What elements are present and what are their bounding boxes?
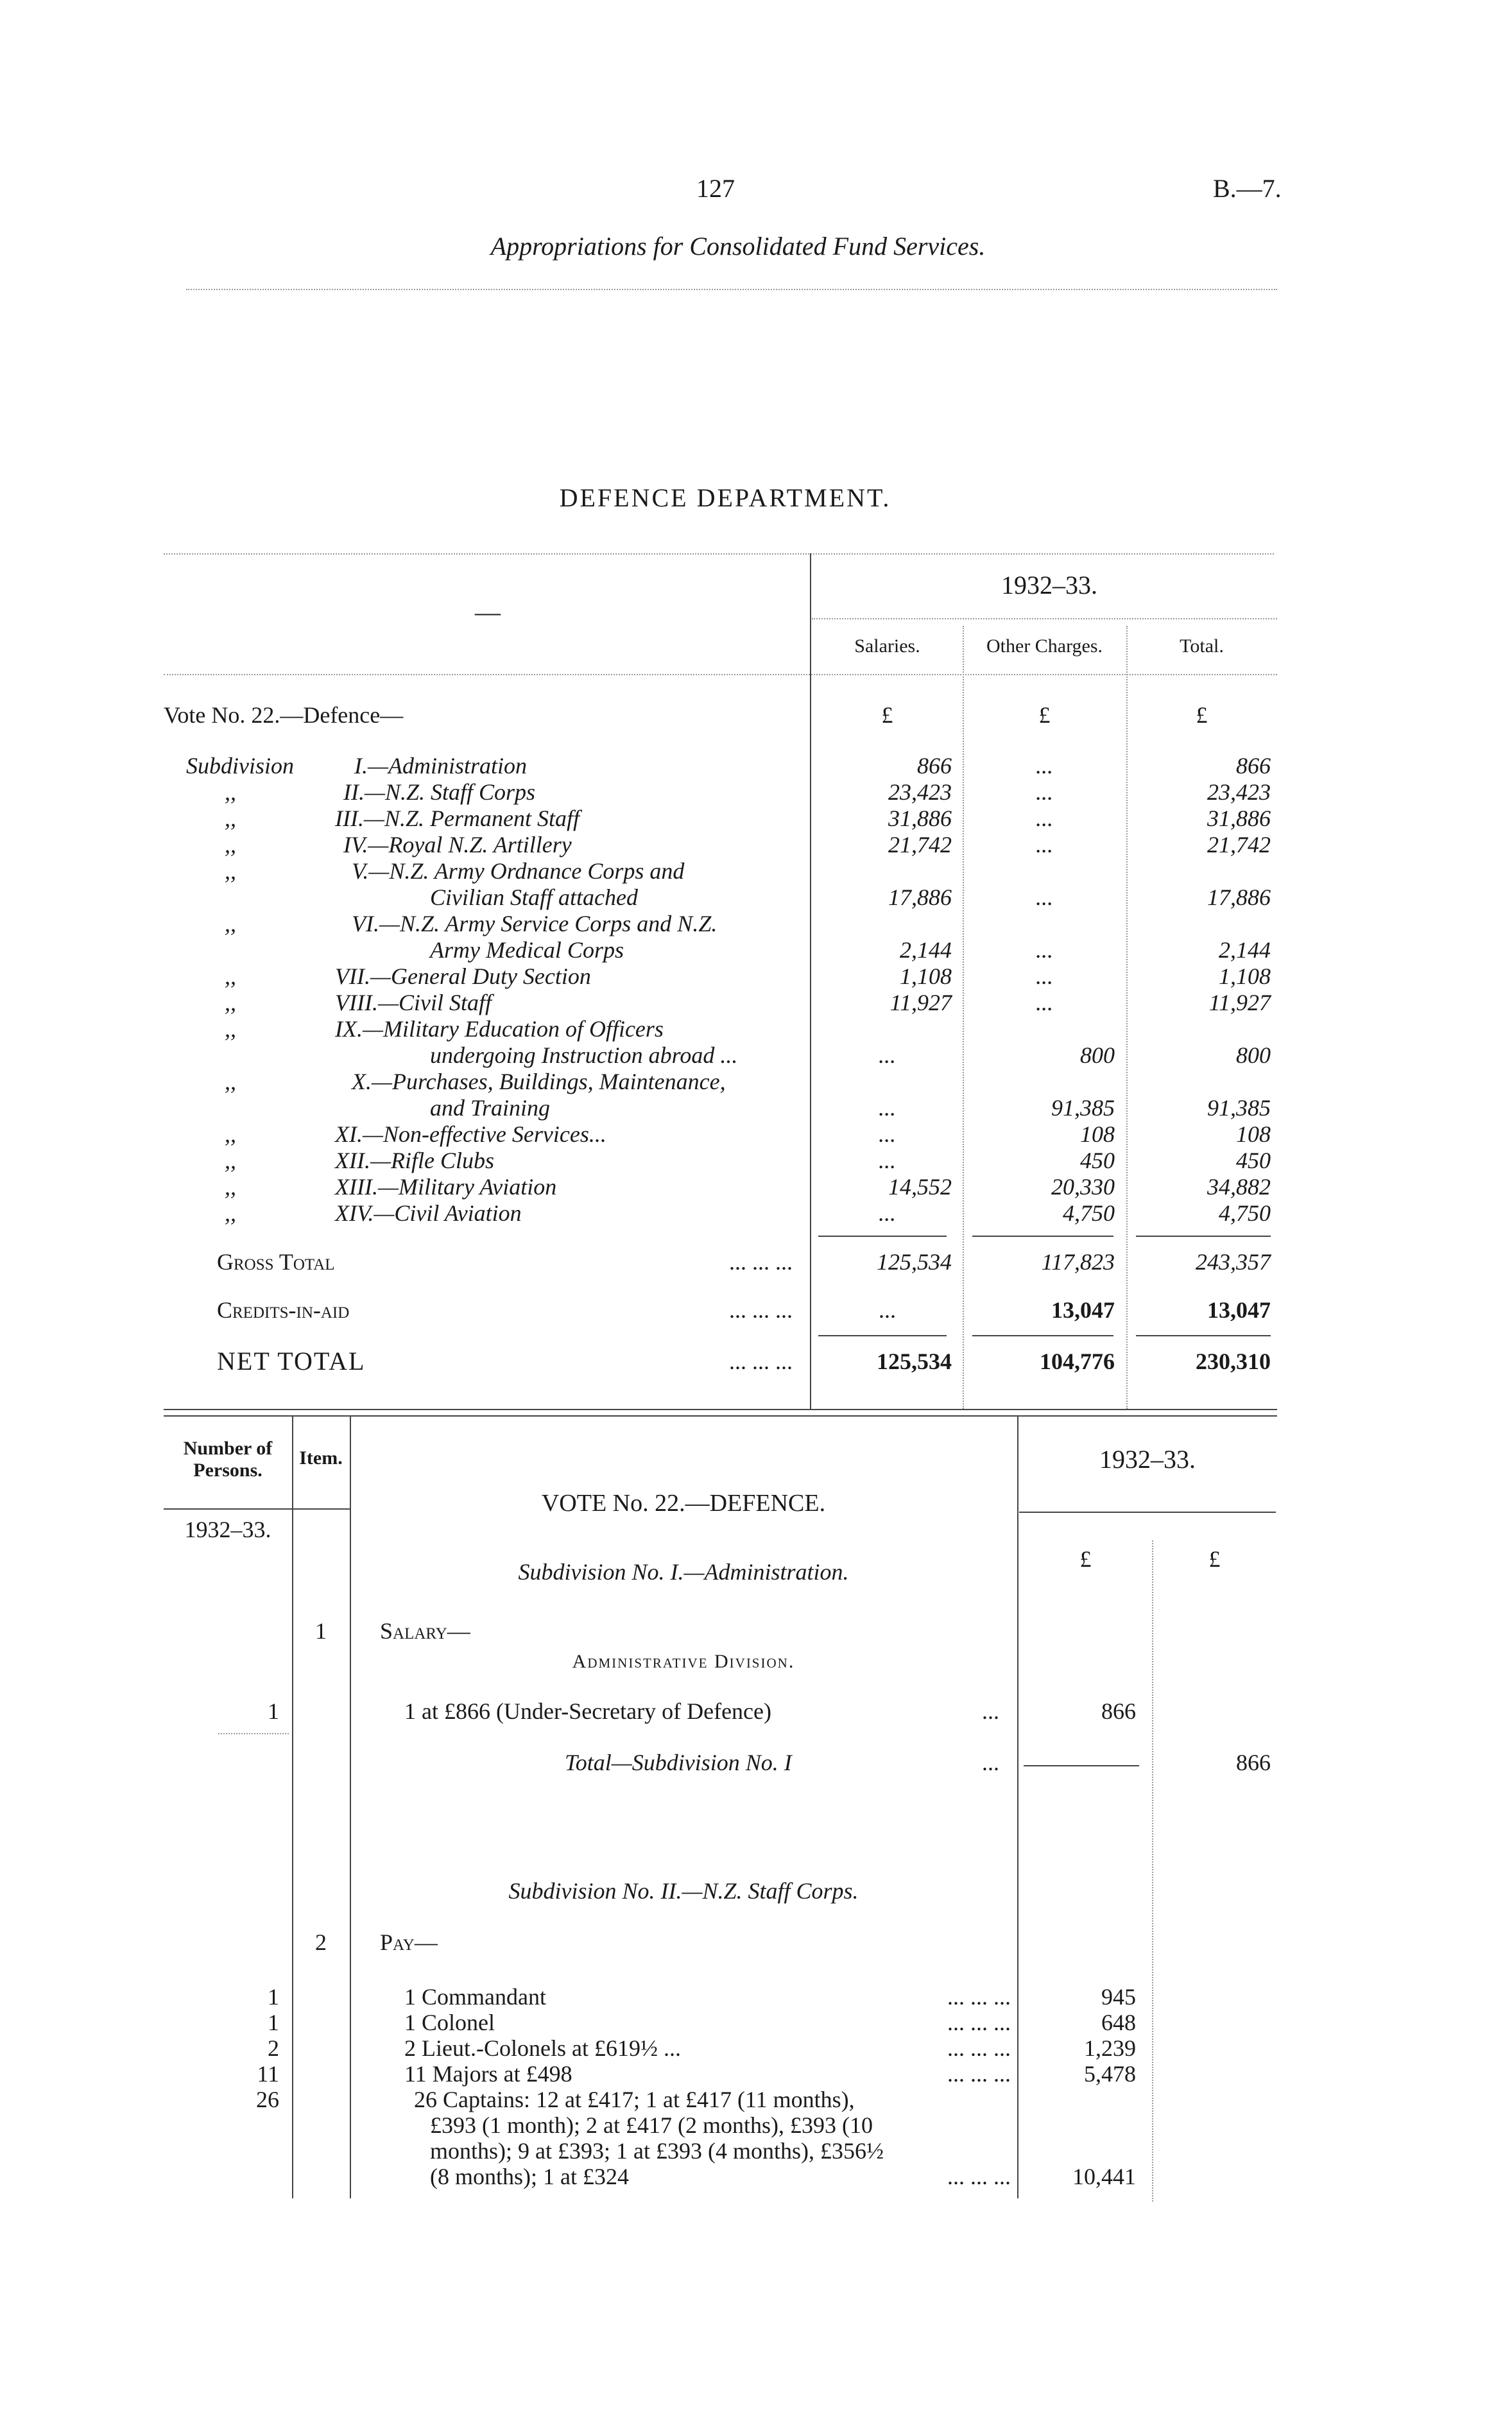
pay-desc: 1 Colonel	[404, 2010, 495, 2035]
detail-year-rule	[1019, 1512, 1276, 1513]
subdivision-total: 2,144	[1219, 937, 1271, 963]
item-divider	[350, 1415, 351, 2198]
detail-top-rule	[164, 1415, 1277, 1417]
subdivision-salaries: 11,927	[889, 990, 952, 1015]
net-total-label: NET TOTAL	[217, 1347, 366, 1376]
subdivision-prefix: ,,	[225, 832, 236, 858]
item-1-number: 1	[315, 1618, 327, 1644]
captains-dots: ... ... ...	[947, 2164, 1011, 2189]
detail-year: 1932–33.	[1099, 1445, 1196, 1474]
summary-year: 1932–33.	[1001, 571, 1097, 599]
subdivision-salaries: 31,886	[888, 806, 952, 831]
subdivision-salaries: 21,742	[888, 832, 952, 858]
pay-amount: 5,478	[1084, 2061, 1136, 2087]
subdivision-salaries: 1,108	[900, 963, 952, 989]
summary-divider-3	[1126, 626, 1128, 1409]
pay-desc: 2 Lieut.-Colonels at £619½ ...	[404, 2035, 681, 2061]
gross-rule-3	[1136, 1236, 1271, 1237]
pay-amount: 1,239	[1084, 2035, 1136, 2061]
subdivision-prefix: ,,	[225, 1174, 236, 1200]
credits-other: 13,047	[1051, 1297, 1115, 1323]
subdivision-salaries: 23,423	[888, 779, 952, 805]
gross-other: 117,823	[1041, 1249, 1115, 1275]
pay-persons: 1	[268, 2010, 279, 2035]
subdivision-prefix: ,,	[225, 858, 236, 884]
subdivision-other: ...	[1036, 884, 1053, 910]
summary-year-rule	[812, 618, 1277, 619]
net-salaries: 125,534	[877, 1349, 952, 1374]
credits-label: Credits-in-aid	[217, 1297, 350, 1323]
subdivision-label: IX.—Military Education of Officers	[335, 1016, 664, 1042]
credits-leader: ... ... ...	[729, 1297, 793, 1323]
subdivision-other: ...	[1036, 806, 1053, 831]
gross-total: 243,357	[1196, 1249, 1271, 1275]
subdivision-label: Army Medical Corps	[430, 937, 624, 963]
subdivision-salaries: ...	[879, 1148, 896, 1173]
subdivision-label: I.—Administration	[354, 753, 528, 779]
pay-dots: ... ... ...	[947, 2035, 1011, 2061]
sub1-persons: 1	[268, 1698, 279, 1724]
subdivision-total: 866	[1236, 753, 1271, 779]
subdivision-total: 31,886	[1207, 806, 1271, 831]
currency-other: £	[1038, 702, 1051, 728]
persons-divider	[292, 1415, 293, 2198]
subdivision-other: 91,385	[1051, 1095, 1115, 1121]
subdivision-label: VI.—N.Z. Army Service Corps and N.Z.	[352, 911, 717, 936]
subdivision-label: XIII.—Military Aviation	[335, 1174, 557, 1200]
subdivision-total: 91,385	[1207, 1095, 1271, 1121]
persons-head-rule	[164, 1508, 350, 1510]
page-title: Appropriations for Consolidated Fund Services.	[490, 232, 986, 261]
amount-divider	[1017, 1415, 1018, 2198]
col-total: Total.	[1180, 635, 1224, 657]
subdivision-label: X.—Purchases, Buildings, Maintenance,	[352, 1069, 726, 1094]
currency-total: £	[1196, 702, 1208, 728]
pay-amount: 648	[1101, 2010, 1136, 2035]
summary-top-rule	[164, 553, 1274, 555]
net-rule-2	[972, 1335, 1113, 1336]
subdivision-salaries: ...	[879, 1121, 896, 1147]
document-code: B.—7.	[1213, 174, 1282, 203]
subdivision-salaries: 2,144	[900, 937, 952, 963]
amount-divider-2	[1152, 1540, 1153, 2202]
captains-line-3: months); 9 at £393; 1 at £393 (4 months), £356½	[430, 2138, 884, 2164]
subdivision-salaries: 17,886	[888, 884, 952, 910]
subdivision-salaries: 14,552	[888, 1174, 952, 1200]
gross-rule-2	[972, 1236, 1113, 1237]
pay-amount: 945	[1101, 1984, 1136, 2010]
subdivision-total: 1,108	[1219, 963, 1271, 989]
subdivision-total: 800	[1236, 1042, 1271, 1068]
pay-dots: ... ... ...	[947, 2061, 1011, 2087]
currency-salaries: £	[881, 702, 893, 728]
subdivision-label: V.—N.Z. Army Ordnance Corps and	[352, 858, 685, 884]
subdivision-prefix: ,,	[225, 911, 236, 936]
subdivision-other: ...	[1036, 779, 1053, 805]
subdivision-other: 20,330	[1051, 1174, 1115, 1200]
subdivision-other: 450	[1080, 1148, 1115, 1173]
subdivision-prefix: ,,	[225, 779, 236, 805]
sub1-total-rule	[1024, 1765, 1139, 1766]
subdivision-prefix: ,,	[225, 1121, 236, 1147]
sub1-dots: ...	[982, 1698, 999, 1724]
header-rule	[186, 289, 1277, 290]
department-title: DEFENCE DEPARTMENT.	[559, 483, 891, 512]
subdivision-total: 108	[1236, 1121, 1271, 1147]
vote-title: VOTE No. 22.—DEFENCE.	[541, 1490, 826, 1517]
captains-line-2: £393 (1 month); 2 at £417 (2 months), £393 (10	[430, 2112, 873, 2138]
net-leader: ... ... ...	[729, 1349, 793, 1374]
credits-salaries: ...	[879, 1297, 896, 1323]
subdivision-prefix: ,,	[225, 963, 236, 989]
col-number-of-persons: Number of Persons.	[183, 1438, 273, 1481]
col-salaries: Salaries.	[854, 635, 920, 657]
subdivision-total: 23,423	[1207, 779, 1271, 805]
summary-divider	[810, 553, 811, 1410]
subdivision-label: III.—N.Z. Permanent Staff	[335, 806, 580, 831]
subdivision-total: 34,882	[1207, 1174, 1271, 1200]
subdivision-other: 108	[1080, 1121, 1115, 1147]
subdivision-prefix: ,,	[225, 1069, 236, 1094]
subdivision-total: 17,886	[1207, 884, 1271, 910]
administrative-division-label: Administrative Division.	[572, 1651, 795, 1672]
subdivision-total: 11,927	[1208, 990, 1271, 1015]
persons-year: 1932–33.	[184, 1517, 271, 1542]
net-rule-1	[818, 1335, 947, 1336]
summary-divider-2	[963, 626, 964, 1409]
pay-label: Pay—	[380, 1929, 438, 1955]
pay-persons: 1	[268, 1984, 279, 2010]
pay-desc: 11 Majors at £498	[404, 2061, 572, 2087]
subdivision-label: IV.—Royal N.Z. Artillery	[343, 832, 572, 858]
vote-label: Vote No. 22.—Defence—	[164, 702, 404, 728]
sub1-persons-rule	[218, 1733, 289, 1734]
pay-dots: ... ... ...	[947, 2010, 1011, 2035]
subdivision-other: ...	[1036, 753, 1053, 779]
subdivision-prefix: ,,	[225, 806, 236, 831]
gross-rule-1	[818, 1236, 947, 1237]
captains-line-1: 26 Captains: 12 at £417; 1 at £417 (11 months),	[414, 2087, 855, 2112]
gross-leader: ... ... ...	[729, 1249, 793, 1275]
net-total: 230,310	[1196, 1349, 1271, 1374]
subdivision-2-heading: Subdivision No. II.—N.Z. Staff Corps.	[508, 1878, 859, 1904]
pay-persons: 2	[268, 2035, 279, 2061]
summary-bottom-rule	[164, 1409, 1277, 1410]
subdivision-label: VIII.—Civil Staff	[335, 990, 492, 1015]
pay-persons: 11	[257, 2061, 279, 2087]
sub1-total: 866	[1236, 1750, 1271, 1775]
subdivision-salaries: 866	[917, 753, 952, 779]
page-number: 127	[696, 174, 735, 203]
subdivision-label: II.—N.Z. Staff Corps	[343, 779, 536, 805]
captains-persons: 26	[256, 2087, 279, 2112]
subdivision-prefix: ,,	[225, 990, 236, 1015]
net-rule-3	[1136, 1335, 1271, 1336]
subdivision-label: XIV.—Civil Aviation	[335, 1200, 522, 1226]
subdivision-salaries: ...	[879, 1095, 896, 1121]
subdivision-label: XII.—Rifle Clubs	[335, 1148, 494, 1173]
detail-currency-2: £	[1208, 1546, 1221, 1572]
subdivision-total: 450	[1236, 1148, 1271, 1173]
sub1-amount: 866	[1101, 1698, 1136, 1724]
sub1-total-dots: ...	[982, 1750, 999, 1775]
subdivision-1-heading: Subdivision No. I.—Administration.	[518, 1559, 849, 1585]
item-2-number: 2	[315, 1929, 327, 1955]
gross-total-label: Gross Total	[217, 1249, 335, 1275]
pay-desc: 1 Commandant	[404, 1984, 546, 2010]
subdivision-total: 21,742	[1207, 832, 1271, 858]
subdivision-label: Civilian Staff attached	[430, 884, 638, 910]
detail-currency-1: £	[1079, 1546, 1092, 1572]
sub1-total-label: Total—Subdivision No. I	[565, 1750, 792, 1775]
net-other: 104,776	[1040, 1349, 1115, 1374]
subdivision-salaries: ...	[879, 1200, 896, 1226]
pay-dots: ... ... ...	[947, 1984, 1011, 2010]
subdivision-other: ...	[1036, 990, 1053, 1015]
subdivision-prefix: ,,	[225, 1016, 236, 1042]
captains-amount: 10,441	[1072, 2164, 1136, 2189]
captains-line-4: (8 months); 1 at £324	[430, 2164, 629, 2189]
subdivision-label: undergoing Instruction abroad ...	[430, 1042, 738, 1068]
subdivision-prefix: ,,	[225, 1148, 236, 1173]
gross-salaries: 125,534	[877, 1249, 952, 1275]
subdivision-other: ...	[1036, 832, 1053, 858]
subdivision-label: XI.—Non-effective Services...	[335, 1121, 606, 1147]
subdivision-label: VII.—General Duty Section	[335, 963, 591, 989]
col-item: Item.	[299, 1447, 343, 1469]
subdivision-total: 4,750	[1219, 1200, 1271, 1226]
subdivision-other: ...	[1036, 937, 1053, 963]
subdivision-other: ...	[1036, 963, 1053, 989]
col-other-charges: Other Charges.	[986, 635, 1103, 657]
subdivision-prefix: Subdivision	[186, 753, 294, 779]
salary-label: Salary—	[380, 1618, 470, 1644]
sub1-desc: 1 at £866 (Under-Secretary of Defence)	[404, 1698, 771, 1724]
subdivision-other: 4,750	[1063, 1200, 1115, 1226]
subdivision-prefix: ,,	[225, 1200, 236, 1226]
summary-stub-dash: —	[475, 598, 501, 626]
credits-total: 13,047	[1207, 1297, 1271, 1323]
subdivision-other: 800	[1080, 1042, 1115, 1068]
subdivision-salaries: ...	[879, 1042, 896, 1068]
subdivision-label: and Training	[430, 1095, 551, 1121]
summary-head-rule	[164, 674, 1277, 675]
